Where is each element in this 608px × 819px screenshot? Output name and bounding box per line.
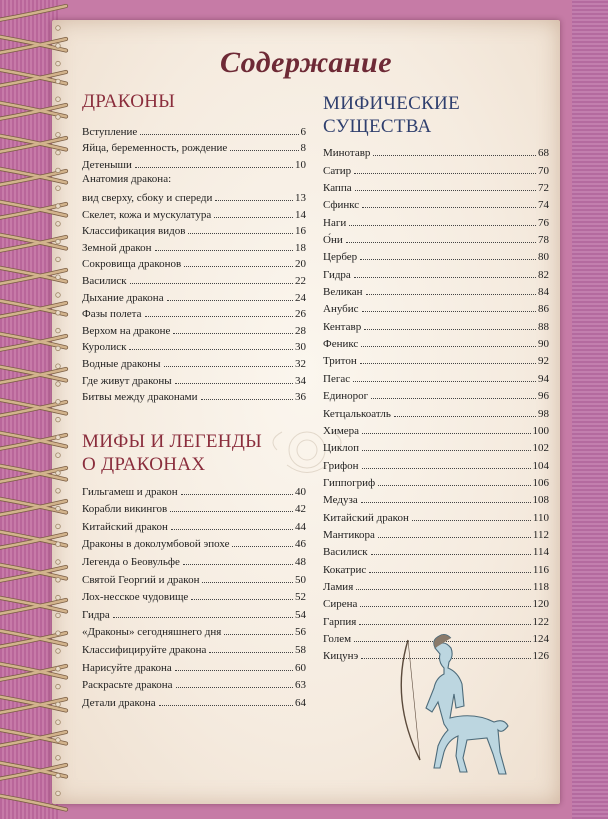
leader-dots bbox=[366, 294, 536, 295]
toc-entry-name: Кицунэ bbox=[323, 650, 359, 663]
toc-entry-page: 124 bbox=[532, 632, 549, 645]
toc-entry-name: Кокатрис bbox=[323, 563, 367, 576]
toc-entry-page: 16 bbox=[295, 225, 306, 238]
leader-dots bbox=[173, 333, 293, 334]
section-title-dragons bbox=[82, 90, 175, 113]
toc-entry[interactable] bbox=[323, 420, 549, 437]
leader-dots bbox=[232, 546, 293, 547]
leader-dots bbox=[412, 520, 531, 521]
toc-entry[interactable] bbox=[323, 350, 549, 367]
page-title: Содержание bbox=[219, 46, 393, 79]
leader-dots bbox=[360, 363, 536, 364]
toc-entry-page: 58 bbox=[295, 643, 306, 656]
leader-dots bbox=[145, 316, 294, 317]
toc-entry[interactable] bbox=[323, 229, 549, 246]
leader-dots bbox=[353, 381, 536, 382]
toc-entry[interactable] bbox=[323, 159, 549, 176]
toc-entry-page: 98 bbox=[538, 407, 549, 420]
toc-entry[interactable] bbox=[323, 177, 549, 194]
toc-entry-name: Верхом на драконе bbox=[82, 324, 171, 337]
toc-entry[interactable] bbox=[82, 533, 306, 551]
toc-entry[interactable] bbox=[82, 353, 306, 370]
toc-entry-page: 118 bbox=[532, 580, 549, 593]
leader-dots bbox=[176, 687, 293, 688]
toc-entry-name: Сокровища драконов bbox=[82, 258, 182, 271]
toc-entry-name: Где живут драконы bbox=[82, 374, 172, 387]
toc-entry-page: 30 bbox=[295, 341, 306, 354]
toc-entry[interactable] bbox=[82, 656, 306, 674]
toc-entry-page: 80 bbox=[538, 251, 549, 264]
leader-dots bbox=[155, 250, 293, 251]
toc-entry[interactable] bbox=[82, 237, 306, 254]
toc-entry-name: Земной дракон bbox=[82, 241, 152, 254]
leader-dots bbox=[209, 652, 293, 653]
toc-entry-name: Голем bbox=[323, 632, 352, 645]
toc-list-dragons bbox=[82, 121, 306, 403]
toc-entry-page: 24 bbox=[295, 291, 306, 304]
leader-dots bbox=[202, 582, 293, 583]
toc-entry-page: 40 bbox=[295, 485, 306, 498]
toc-entry-name: Скелет, кожа и мускулатура bbox=[82, 208, 212, 221]
toc-entry-name: Китайский дракон bbox=[323, 511, 409, 524]
toc-entry-name: Медуза bbox=[323, 494, 358, 507]
toc-entry-name: Анатомия дракона: bbox=[82, 172, 172, 185]
toc-entry[interactable] bbox=[82, 621, 306, 639]
toc-entry[interactable] bbox=[323, 298, 549, 315]
toc-entry-page: 28 bbox=[295, 324, 306, 337]
leader-dots bbox=[214, 217, 293, 218]
leader-dots bbox=[130, 283, 293, 284]
toc-entry-page: 10 bbox=[295, 158, 306, 171]
toc-entry[interactable] bbox=[82, 674, 306, 692]
toc-entry[interactable] bbox=[82, 287, 306, 304]
leader-dots bbox=[113, 617, 293, 618]
toc-entry-page: 56 bbox=[295, 626, 306, 639]
section-title-line: МИФИЧЕСКИЕ bbox=[323, 93, 460, 114]
toc-entry-name: Нарисуйте дракона bbox=[82, 661, 172, 674]
toc-entry[interactable] bbox=[82, 691, 306, 709]
leader-dots bbox=[164, 366, 293, 367]
toc-entry-page: 22 bbox=[295, 274, 306, 287]
section-title-line: О ДРАКОНАХ bbox=[82, 454, 206, 475]
toc-entry-page: 116 bbox=[532, 563, 549, 576]
leader-dots bbox=[369, 572, 531, 573]
leader-dots bbox=[188, 233, 293, 234]
linen-background-right bbox=[572, 0, 608, 819]
leader-dots bbox=[371, 554, 531, 555]
toc-entry[interactable] bbox=[82, 138, 306, 155]
toc-entry[interactable] bbox=[323, 333, 549, 350]
section-title-line: СУЩЕСТВА bbox=[323, 116, 432, 137]
toc-entry[interactable] bbox=[82, 638, 306, 656]
leader-dots bbox=[378, 485, 530, 486]
toc-entry-name: Циклоп bbox=[323, 442, 360, 455]
toc-entry-page: 68 bbox=[538, 147, 549, 160]
toc-entry-page: 8 bbox=[300, 142, 306, 155]
toc-entry[interactable] bbox=[323, 489, 549, 506]
toc-entry[interactable] bbox=[82, 568, 306, 586]
toc-entry-name: Фазы полета bbox=[82, 308, 142, 321]
toc-entry-page: 63 bbox=[295, 679, 306, 692]
toc-entry-page: 34 bbox=[295, 374, 306, 387]
toc-entry-page: 54 bbox=[295, 608, 306, 621]
toc-entry[interactable] bbox=[323, 472, 549, 489]
toc-entry[interactable] bbox=[82, 480, 306, 498]
toc-entry-name: Гидра bbox=[323, 268, 351, 281]
toc-entry[interactable] bbox=[82, 603, 306, 621]
leader-dots bbox=[373, 155, 536, 156]
leader-dots bbox=[356, 589, 531, 590]
toc-entry[interactable] bbox=[82, 270, 306, 287]
leader-dots bbox=[215, 200, 293, 201]
leader-dots bbox=[364, 329, 536, 330]
toc-entry-name: О́ни bbox=[323, 234, 343, 247]
toc-entry-page: 46 bbox=[295, 538, 306, 551]
leader-dots bbox=[355, 190, 536, 191]
twine-binding bbox=[0, 0, 70, 819]
toc-entry[interactable] bbox=[82, 515, 306, 533]
leader-dots bbox=[362, 450, 530, 451]
toc-entry-page: 88 bbox=[538, 320, 549, 333]
toc-entry[interactable] bbox=[323, 437, 549, 454]
leader-dots bbox=[362, 311, 536, 312]
toc-entry-page: 92 bbox=[538, 355, 549, 368]
toc-entry[interactable] bbox=[323, 142, 549, 159]
toc-entry-name: Куролиск bbox=[82, 341, 127, 354]
toc-entry-page: 96 bbox=[538, 390, 549, 403]
leader-dots bbox=[361, 346, 536, 347]
toc-entry-name: Единорог bbox=[323, 390, 369, 403]
toc-entry-page: 120 bbox=[532, 598, 549, 611]
leader-dots bbox=[230, 150, 298, 151]
toc-entry[interactable] bbox=[323, 506, 549, 523]
toc-entry[interactable] bbox=[82, 254, 306, 271]
toc-entry-page: 13 bbox=[295, 191, 306, 204]
toc-entry-page: 48 bbox=[295, 555, 306, 568]
leader-dots bbox=[394, 416, 536, 417]
toc-entry-name: Китайский дракон bbox=[82, 520, 168, 533]
toc-entry-name: Дыхание дракона bbox=[82, 291, 164, 304]
leader-dots bbox=[362, 207, 536, 208]
toc-entry-page: 82 bbox=[538, 268, 549, 281]
toc-entry-page: 112 bbox=[532, 528, 549, 541]
toc-entry-name: Сатир bbox=[323, 164, 352, 177]
toc-entry-name: Детали дракона bbox=[82, 696, 156, 709]
toc-entry-page: 74 bbox=[538, 199, 549, 212]
toc-entry-page: 42 bbox=[295, 503, 306, 516]
toc-entry-page: 110 bbox=[532, 511, 549, 524]
toc-entry[interactable] bbox=[82, 304, 306, 321]
leader-dots bbox=[175, 383, 293, 384]
toc-entry-name: Водные драконы bbox=[82, 357, 161, 370]
toc-entry-page: 50 bbox=[295, 573, 306, 586]
toc-entry[interactable] bbox=[82, 121, 306, 138]
leader-dots bbox=[349, 225, 536, 226]
toc-entry-page: 60 bbox=[295, 661, 306, 674]
toc-entry-name: Мантикора bbox=[323, 528, 375, 541]
toc-entry-page: 76 bbox=[538, 216, 549, 229]
toc-entry-name: Каппа bbox=[323, 182, 352, 195]
leader-dots bbox=[201, 399, 293, 400]
toc-entry-page: 36 bbox=[295, 391, 306, 404]
toc-entry-page: 114 bbox=[532, 546, 549, 559]
toc-entry-page: 14 bbox=[295, 208, 306, 221]
toc-entry-page: 94 bbox=[538, 372, 549, 385]
toc-entry-page: 64 bbox=[295, 696, 306, 709]
toc-entry-page: 102 bbox=[532, 442, 549, 455]
toc-entry-page: 84 bbox=[538, 286, 549, 299]
toc-entry-name: Феникс bbox=[323, 338, 359, 351]
toc-entry-page: 86 bbox=[538, 303, 549, 316]
leader-dots bbox=[191, 599, 293, 600]
toc-entry[interactable] bbox=[323, 246, 549, 263]
toc-entry-name: Тритон bbox=[323, 355, 357, 368]
section-title-line: ДРАКОНЫ bbox=[82, 91, 176, 112]
toc-entry-page: 90 bbox=[538, 338, 549, 351]
toc-entry[interactable] bbox=[82, 550, 306, 568]
toc-entry-name: Классификация видов bbox=[82, 225, 186, 238]
parchment-page bbox=[52, 20, 560, 804]
toc-entry[interactable] bbox=[323, 385, 549, 402]
toc-entry-name: Анубис bbox=[323, 303, 359, 316]
toc-entry-name: Химера bbox=[323, 424, 360, 437]
toc-entry-page: 44 bbox=[295, 520, 306, 533]
leader-dots bbox=[175, 670, 293, 671]
toc-entry-name: Яйца, беременность, рождение bbox=[82, 142, 228, 155]
toc-entry[interactable] bbox=[323, 558, 549, 575]
toc-entry[interactable] bbox=[82, 370, 306, 387]
leader-dots bbox=[184, 266, 293, 267]
section-title-line: МИФЫ И ЛЕГЕНДЫ bbox=[82, 431, 262, 452]
toc-entry-page: 126 bbox=[532, 650, 549, 663]
toc-list-myths bbox=[82, 480, 306, 709]
toc-entry-name: Гидра bbox=[82, 608, 110, 621]
toc-entry[interactable] bbox=[82, 221, 306, 238]
toc-entry-name: Великан bbox=[323, 286, 363, 299]
leader-dots bbox=[346, 242, 536, 243]
leader-dots bbox=[183, 564, 293, 565]
toc-entry-name: Наги bbox=[323, 216, 347, 229]
centaur-illustration bbox=[380, 620, 530, 780]
toc-entry-name: Легенда о Беовульфе bbox=[82, 555, 180, 568]
toc-entry[interactable] bbox=[82, 387, 306, 404]
toc-entry-name: Гильгамеш и дракон bbox=[82, 485, 178, 498]
leader-dots bbox=[167, 300, 293, 301]
toc-entry-name: Раскрасьте дракона bbox=[82, 679, 173, 692]
toc-entry[interactable] bbox=[323, 402, 549, 419]
toc-entry[interactable] bbox=[82, 586, 306, 604]
toc-entry[interactable] bbox=[323, 194, 549, 211]
toc-entry[interactable] bbox=[323, 576, 549, 593]
toc-entry-name: Драконы в доколумбовой эпохе bbox=[82, 538, 230, 551]
toc-entry-name: Сфинкс bbox=[323, 199, 360, 212]
leader-dots bbox=[362, 433, 530, 434]
toc-entry-name: Пегас bbox=[323, 372, 351, 385]
leader-dots bbox=[171, 529, 293, 530]
toc-entry-page: 18 bbox=[295, 241, 306, 254]
toc-entry[interactable] bbox=[323, 211, 549, 228]
leader-dots bbox=[361, 502, 531, 503]
toc-entry[interactable] bbox=[323, 367, 549, 384]
leader-dots bbox=[354, 277, 536, 278]
toc-entry-name: «Драконы» сегодняшнего дня bbox=[82, 626, 222, 639]
toc-entry-name: Кентавр bbox=[323, 320, 362, 333]
toc-entry-page: 26 bbox=[295, 308, 306, 321]
toc-entry[interactable] bbox=[323, 315, 549, 332]
leader-dots bbox=[360, 606, 530, 607]
leader-dots bbox=[224, 634, 293, 635]
toc-entry-page: 100 bbox=[532, 424, 549, 437]
toc-entry-page: 106 bbox=[532, 476, 549, 489]
toc-entry-name: Кетцалькоатль bbox=[323, 407, 391, 420]
toc-entry[interactable] bbox=[323, 454, 549, 471]
leader-dots bbox=[181, 494, 293, 495]
toc-entry[interactable] bbox=[82, 498, 306, 516]
toc-entry[interactable] bbox=[82, 154, 306, 171]
toc-entry[interactable] bbox=[82, 204, 306, 221]
toc-entry-page: 32 bbox=[295, 357, 306, 370]
toc-entry-name: Детеныши bbox=[82, 158, 132, 171]
toc-entry-name: Битвы между драконами bbox=[82, 391, 198, 404]
leader-dots bbox=[354, 173, 536, 174]
toc-entry-name: Гарпия bbox=[323, 615, 357, 628]
toc-entry-name: Святой Георгий и дракон bbox=[82, 573, 200, 586]
toc-entry-name: Минотавр bbox=[323, 147, 371, 160]
leader-dots bbox=[140, 134, 298, 135]
toc-entry[interactable] bbox=[323, 541, 549, 558]
toc-entry-name: Сирена bbox=[323, 598, 358, 611]
toc-entry[interactable] bbox=[323, 593, 549, 610]
toc-entry-name: Вступление bbox=[82, 125, 138, 138]
toc-entry-page: 52 bbox=[295, 591, 306, 604]
toc-entry-name: Василиск bbox=[323, 546, 368, 559]
toc-entry[interactable] bbox=[82, 171, 306, 204]
toc-entry-page: 122 bbox=[532, 615, 549, 628]
toc-entry-page: 70 bbox=[538, 164, 549, 177]
toc-entry-name: Василиск bbox=[82, 274, 127, 287]
toc-entry-page: 104 bbox=[532, 459, 549, 472]
toc-entry-page: 108 bbox=[532, 494, 549, 507]
leader-dots bbox=[159, 705, 293, 706]
toc-entry[interactable] bbox=[82, 337, 306, 354]
toc-entry-name: Ламия bbox=[323, 580, 354, 593]
toc-entry-page: 6 bbox=[300, 125, 306, 138]
toc-entry-name: Корабли викингов bbox=[82, 503, 168, 516]
toc-entry-name: Классифицируйте дракона bbox=[82, 643, 207, 656]
toc-entry[interactable] bbox=[323, 263, 549, 280]
leader-dots bbox=[170, 511, 293, 512]
section-title-creatures bbox=[323, 92, 460, 138]
toc-list-creatures bbox=[323, 142, 549, 662]
leader-dots bbox=[360, 259, 536, 260]
toc-entry-page: 72 bbox=[538, 182, 549, 195]
toc-entry-page: 20 bbox=[295, 258, 306, 271]
toc-entry-name: Цербер bbox=[323, 251, 358, 264]
toc-entry[interactable] bbox=[82, 320, 306, 337]
leader-dots bbox=[378, 537, 531, 538]
toc-entry-name-continued: вид сверху, сбоку и спереди bbox=[82, 191, 213, 204]
section-title-myths bbox=[82, 430, 262, 476]
leader-dots bbox=[371, 398, 536, 399]
leader-dots bbox=[135, 167, 293, 168]
toc-entry-page: 78 bbox=[538, 234, 549, 247]
toc-entry-name: Гиппогриф bbox=[323, 476, 376, 489]
toc-entry[interactable] bbox=[323, 524, 549, 541]
toc-entry-name: Грифон bbox=[323, 459, 359, 472]
toc-entry[interactable] bbox=[323, 281, 549, 298]
leader-dots bbox=[129, 349, 293, 350]
leader-dots bbox=[362, 468, 531, 469]
toc-entry-name: Лох-несское чудовище bbox=[82, 591, 189, 604]
